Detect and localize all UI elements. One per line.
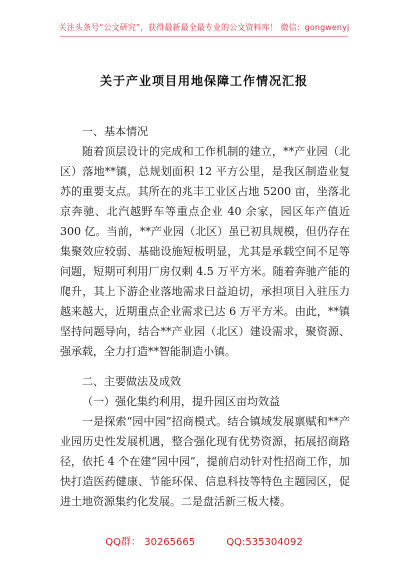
header-divider <box>60 36 348 37</box>
paragraph-basic-situation: 随着顶层设计的完成和工作机制的建立，**产业园（北区）落地**镇，总规划面积 12 平方公里，是我区制造业复苏的重要支点。其所在的兆丰工业区占地 5200 亩，坐落北京奔驰、北汽越野车等重点企业 40 余家，园区年产值近 300 亿。当前，**产业园（北区）虽已初具规模，但仍存在集聚效应较弱、基础设施短板明显，尤其是承载空间不足等问题，短期可利用厂房仅剩 4.5 万平方米。随着奔驰产能的爬升，其上下游企业落地需求日益迫切，承担项目入驻压力越来越大，近期重点企业需求已达 6 万平方米。由此，**镇坚持问题导向，结合**产业园（北区）建设需求，聚资源、强承载，全力打造**智能制造小镇。 <box>60 145 350 358</box>
subsection-heading-intensive-use: （一）强化集约利用，提升园区亩均效益 <box>82 395 280 408</box>
footer-qq: QQ:535304092 <box>226 537 303 548</box>
document-body <box>60 122 350 512</box>
footer-qq-group: QQ群： 30265665 <box>105 537 196 548</box>
document-title: 关于产业项目用地保障工作情况汇报 <box>99 74 308 88</box>
section-heading-basic-situation: 一、基本情况 <box>82 125 148 138</box>
header-banner: 关注头条号“公文研究”，获得最新最全最专业的公文资料库！ 微信：gongwenyj <box>58 23 350 32</box>
paragraph-intensive-use: 一是探索“园中园”招商模式。结合镇域发展禀赋和**产业园历史性发展机遇，整合强化现有优势资源，拓展招商路径，依托 4 个在建“园中园”，提前启动针对性招商工作，加快打造医药健康、节能环保、信息科技等特色主题园区，促进土地资源集约化发展。二是盘活新三板大楼。 <box>60 415 350 508</box>
section-heading-main-measures: 二、主要做法及成效 <box>82 375 181 388</box>
footer-contact <box>0 533 408 548</box>
